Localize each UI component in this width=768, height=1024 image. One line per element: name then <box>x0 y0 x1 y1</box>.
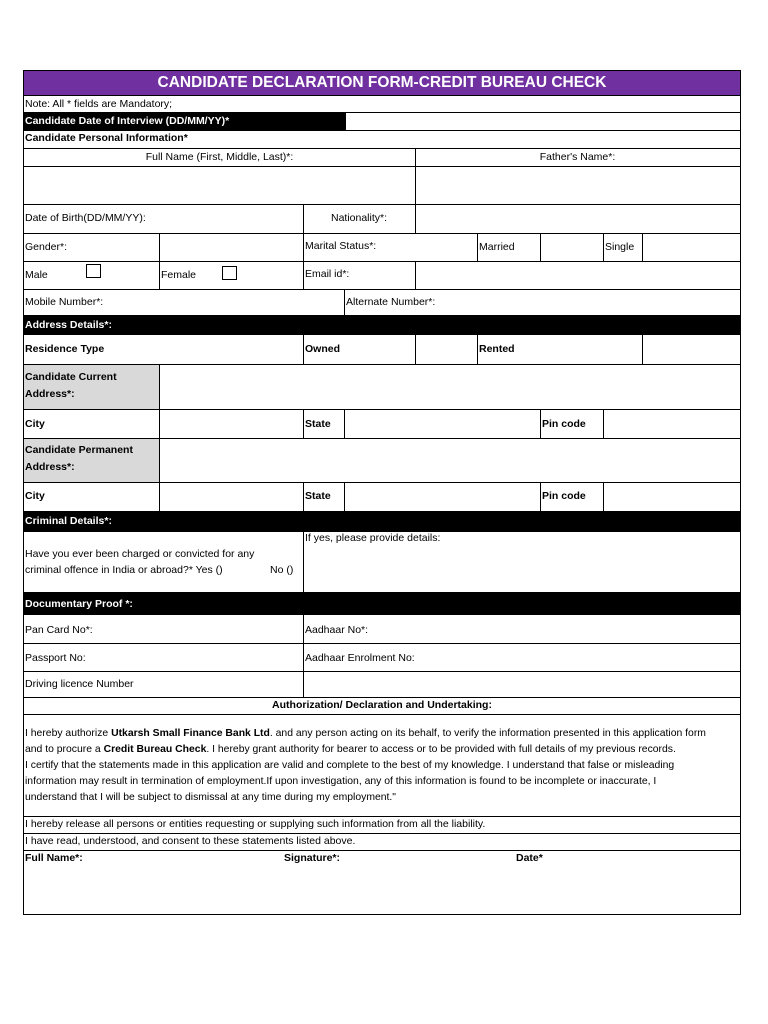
owned-option[interactable]: Owned <box>305 343 341 355</box>
permanent-city-label: City <box>25 490 45 502</box>
single-option[interactable]: Single <box>605 241 635 253</box>
consent-statement: I have read, understood, and consent to these statements listed above. <box>25 835 356 847</box>
current-address-field[interactable] <box>160 365 740 409</box>
criminal-details-label: If yes, please provide details: <box>305 532 441 544</box>
email-label: Email id*: <box>305 268 350 280</box>
gender-label: Gender*: <box>25 241 68 253</box>
dob-label: Date of Birth(DD/MM/YY): <box>25 212 146 224</box>
father-name-field[interactable] <box>416 167 740 204</box>
personal-info-heading: Candidate Personal Information* <box>25 132 188 144</box>
nationality-label: Nationality*: <box>330 212 388 224</box>
bank-name: Utkarsh Small Finance Bank Ltd <box>111 728 270 739</box>
auth-paragraph-line5: understand that I will be subject to dismissal at any time during my employment." <box>25 792 396 803</box>
nationality-field[interactable] <box>416 205 740 233</box>
rented-option[interactable]: Rented <box>479 343 515 355</box>
form-title: CANDIDATE DECLARATION FORM-CREDIT BUREAU CHECK <box>157 74 607 91</box>
address-heading-band <box>24 316 740 335</box>
interview-date-field[interactable] <box>346 113 740 130</box>
female-label: Female <box>161 269 197 281</box>
date-label: Date* <box>516 852 543 864</box>
signature-full-name-label: Full Name*: <box>25 852 83 864</box>
passport-label: Passport No: <box>25 652 86 664</box>
gender-field[interactable] <box>160 234 303 261</box>
auth-paragraph-line1: I hereby authorize Utkarsh Small Finance Bank Ltd. and any person acting on its behalf, to verify the information presented in this application form <box>25 728 706 739</box>
permanent-pin-label: Pin code <box>542 490 586 502</box>
father-name-label: Father's Name*: <box>539 151 616 163</box>
male-checkbox[interactable] <box>86 264 101 278</box>
auth-paragraph-line3: I certify that the statements made in this application are valid and complete to the best of my knowledge. I understand that false or misleading <box>25 760 675 771</box>
address-heading: Address Details*: <box>25 319 112 331</box>
permanent-address-label-line1: Candidate Permanent <box>25 444 133 456</box>
permanent-address-label-line2: Address*: <box>25 461 75 473</box>
aadhaar-enrolment-label: Aadhaar Enrolment No: <box>305 652 415 664</box>
married-option[interactable]: Married <box>479 241 515 253</box>
auth-paragraph-line4: information may result in termination of employment.If upon investigation, any of this information is found to be incomplete or inaccurate, I <box>25 776 657 787</box>
credit-bureau-check: Credit Bureau Check <box>103 744 207 755</box>
alternate-number-label: Alternate Number*: <box>346 296 436 308</box>
residence-type-label: Residence Type <box>25 343 105 355</box>
email-field[interactable] <box>416 262 740 289</box>
current-address-label-line2: Address*: <box>25 388 75 400</box>
full-name-label: Full Name (First, Middle, Last)*: <box>145 151 294 163</box>
mobile-label: Mobile Number*: <box>25 296 104 308</box>
authorization-heading: Authorization/ Declaration and Undertaking: <box>272 699 492 711</box>
current-city-label: City <box>25 418 45 430</box>
signature-area[interactable] <box>24 866 740 914</box>
criminal-details-field[interactable] <box>304 545 740 592</box>
criminal-question-line1: Have you ever been charged or convicted for any <box>25 548 255 560</box>
full-name-field[interactable] <box>24 167 415 204</box>
pan-label: Pan Card No*: <box>25 624 93 636</box>
interview-date-label: Candidate Date of Interview (DD/MM/YY)* <box>25 115 230 127</box>
current-state-label: State <box>305 418 331 430</box>
criminal-heading: Criminal Details*: <box>25 515 112 527</box>
declaration-form <box>23 70 741 915</box>
criminal-question-line2: criminal offence in India or abroad?* Yes () <box>25 564 223 576</box>
aadhaar-label: Aadhaar No*: <box>305 624 369 636</box>
release-statement: I hereby release all persons or entities requesting or supplying such information from all the liability. <box>25 818 486 830</box>
driving-licence-label: Driving licence Number <box>25 678 134 690</box>
criminal-no-option[interactable]: No () <box>270 564 294 576</box>
auth-paragraph-line2: and to procure a Credit Bureau Check. I hereby grant authority for bearer to access or to be provided with full details of my previous records. <box>25 744 676 755</box>
marital-status-label: Marital Status*: <box>305 240 377 252</box>
permanent-state-label: State <box>305 490 331 502</box>
permanent-address-field[interactable] <box>160 439 740 482</box>
current-address-label-line1: Candidate Current <box>25 371 117 383</box>
criminal-heading-band <box>24 512 740 532</box>
current-pin-label: Pin code <box>542 418 586 430</box>
male-label: Male <box>25 269 48 281</box>
female-checkbox[interactable] <box>222 266 237 280</box>
signature-label: Signature*: <box>284 852 341 864</box>
documentary-heading: Documentary Proof *: <box>25 598 133 610</box>
mandatory-note: Note: All * fields are Mandatory; <box>25 98 173 110</box>
